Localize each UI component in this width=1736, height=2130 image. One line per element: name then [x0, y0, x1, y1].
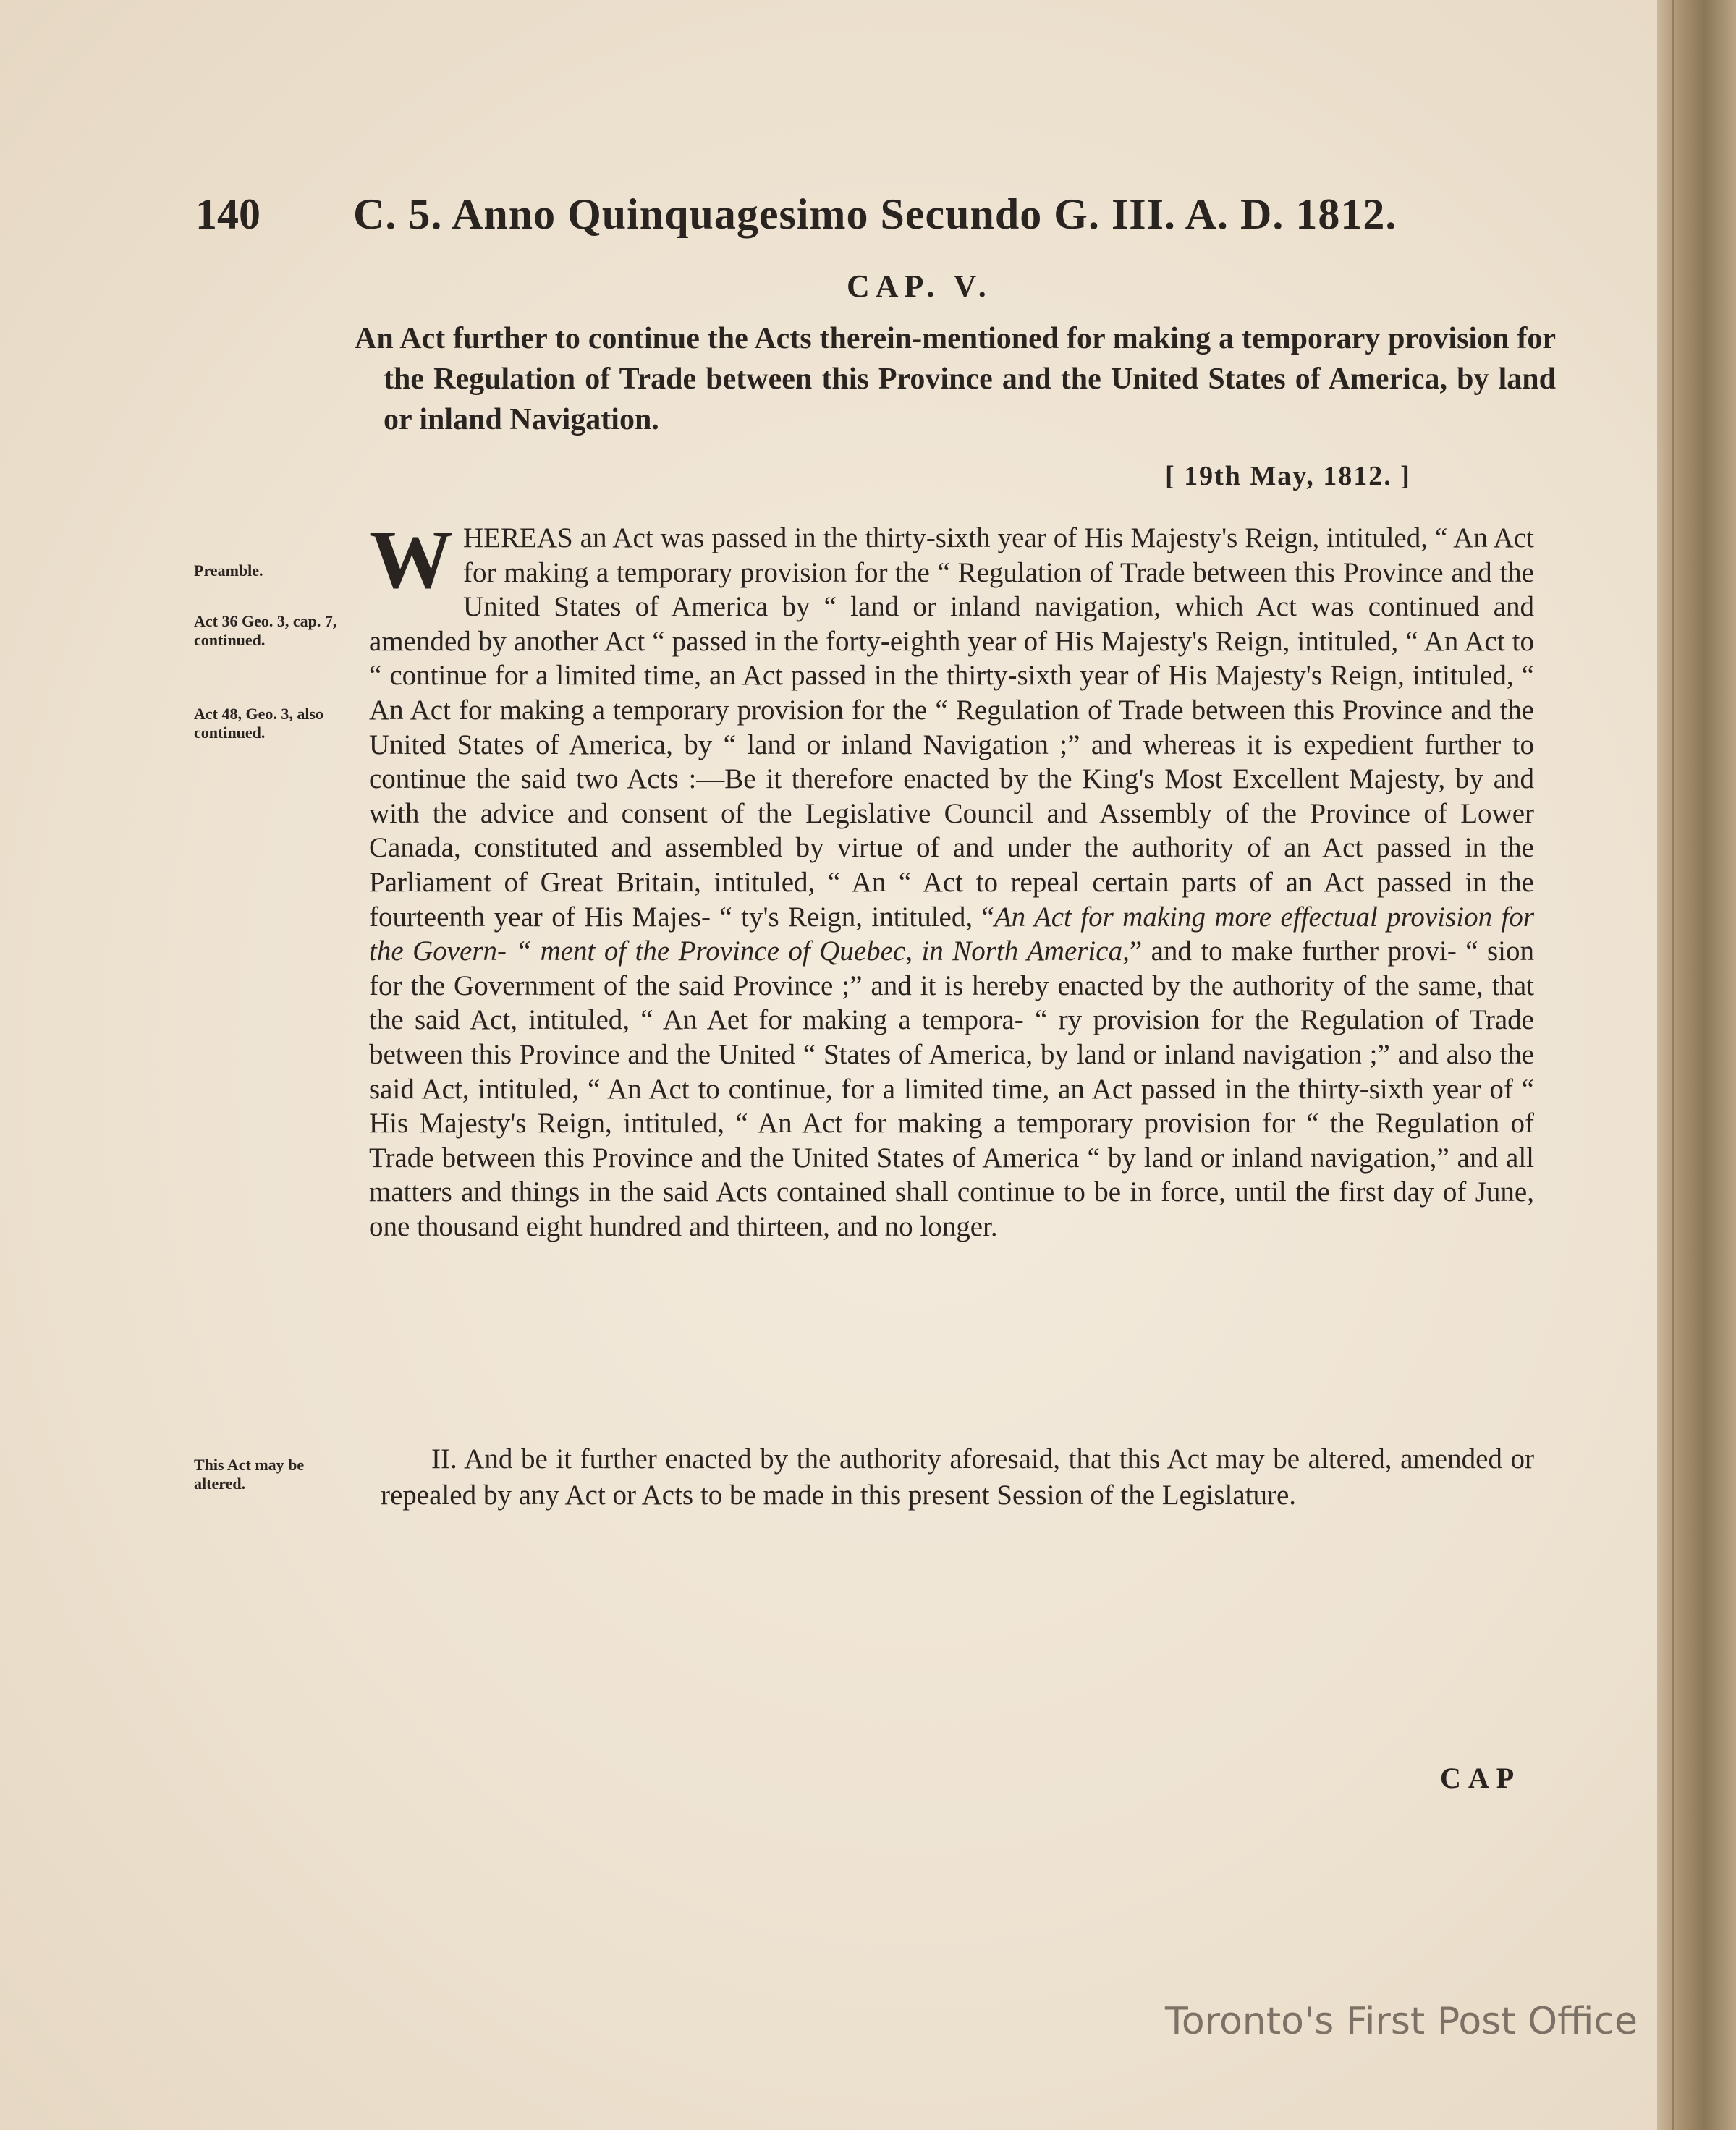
preamble-text — [369, 514, 1535, 1244]
drop-cap: W — [369, 514, 453, 606]
running-header — [195, 190, 1512, 247]
margin-note-preamble: Preamble. — [194, 561, 263, 580]
act-title: An Act further to continue the Acts therein-mentioned for making a temporary provision for the Regulation of Trade between this Province and the United States of America, by land or inland Navigation. — [355, 322, 1556, 436]
preamble-part1: HEREAS an Act was passed in the thirty-sixth year of His Majesty's Reign, intituled, “ An Act for making a temporary provision for the “ Regulation of Trade between this Province and the United States of America by “ land or inland navigation, which Act was continued and amended by another Act “ passed in the forty-eighth year of His Majesty's Reign, intituled, “ An Act to “ continue for a limited time, an Act passed in the thirty-sixth year of His Majesty's Reign, intituled, “ An Act for making a temporary provision for the “ Regulation of Trade between this Province and the United States of America, by “ land or inland Navigation ;” and whereas it is expedient further to continue the said two Acts :—Be it therefore enacted by the King's Most Excellent Majesty, by and with the advice and consent of the Legislative Council and Assembly of the Province of Lower Canada, constituted and assembled by virtue of and under the authority of an Act passed in the Parliament of Great Britain, intituled, “ An “ Act to repeal certain parts of an Act passed in the fourteenth year of His Majes- “ ty's Reign, intituled, “ — [369, 522, 1534, 933]
margin-note-act48: Act 48, Geo. 3, also continued. — [194, 705, 324, 742]
preamble-italic: An Act for making more effectual provision for the Govern- “ ment of the Province of Quebec, in North America, — [369, 901, 1535, 967]
margin-note-altered: This Act may be altered. — [194, 1456, 305, 1493]
preamble-part2: ” and to make further provi- “ sion for the Government of the said Province ;” and it is hereby enacted by the authority of the same, that the said Act, intituled, “ An Aet for making a tempora- “ ry provision for the Regulation of Trade between this Province and the United “ States of America, by land or inland navigation ;” and also the said Act, intituled, “ An Act to continue, for a limited time, an Act passed in the thirty-sixth year of “ His Majesty's Reign, intituled, “ An Act for making a temporary provision for “ the Regulation of Trade between this Province and the United States of America “ by land or inland navigation,” and all matters and things in the said Acts contained shall continue to be in force, until the first day of June, one thousand eight hundred and thirteen, and no longer. — [369, 935, 1534, 1242]
running-title: C. 5. Anno Quinquagesimo Secundo G. III. A. D. 1812. — [353, 190, 1397, 238]
margin-note-act36: Act 36 Geo. 3, cap. 7, continued. — [194, 612, 337, 649]
catchword: CAP — [1440, 1762, 1522, 1794]
act-date: [ 19th May, 1812. ] — [1165, 461, 1411, 491]
chapter-heading: CAP. V. — [847, 268, 992, 304]
watermark-text: Toronto's First Post Office — [1165, 2000, 1638, 2043]
section-two-text: II. And be it further enacted by the authority aforesaid, that this Act may be altered, amended or repealed by any Act or Acts to be made in this present Session of the Legislature. — [381, 1443, 1534, 1511]
page-edge — [1657, 0, 1736, 2130]
page-number: 140 — [195, 190, 261, 238]
